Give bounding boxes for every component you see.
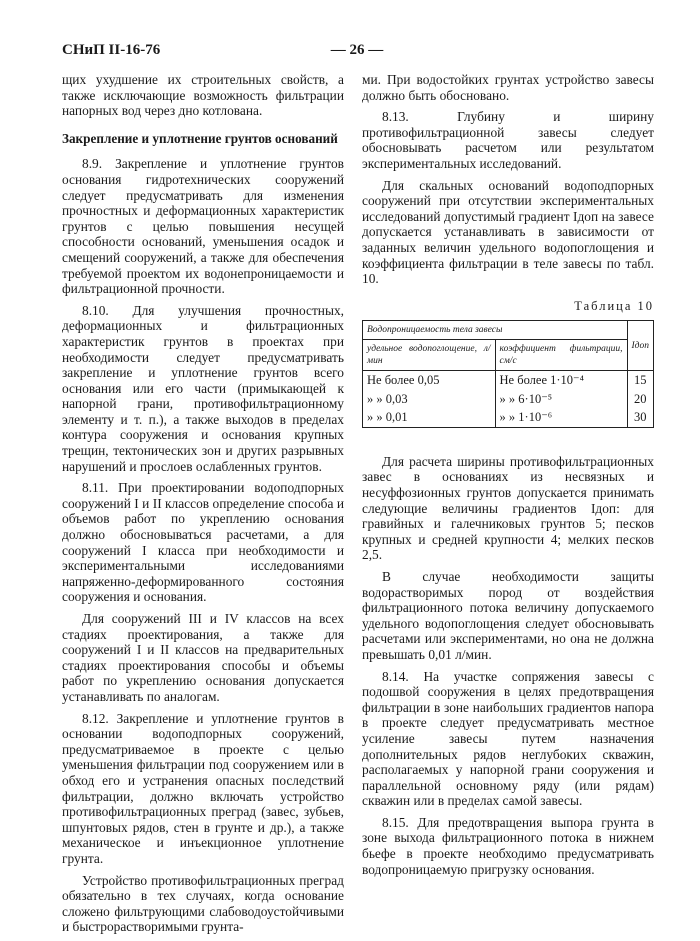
paragraph-rock-foundations: Для скальных оснований водоподпорных сооружений при отсутствии экспериментальных исследований допустимый градиент Iдоп на завесе допускается устанавливать в зависимости от заданных величин удельного водопоглощения и коэффициента фильтрации в теле завесы по табл. 10. — [362, 177, 654, 287]
table-cell-filtration-coefficient: Не более 1·10⁻⁴ — [495, 371, 627, 390]
paragraph-8-10: 8.10. Для улучшения прочностных, деформационных и фильтрационных характеристик грунтов в проектах при необходимости следует предусматривать закрепление и уплотнение грунтов всего основания или его части (примыкающей к напорной грани, противофильтрационному элементу и т. п.), а также выходов в пределах контура сооружения и основания крупных трещин, тектонических зон и других разрывных нарушений и прослоев ослабленных грунтов. — [62, 302, 344, 474]
table-col2-header: коэффициент фильтрации, см/с — [495, 340, 627, 371]
table-col1-header: удельное водопоглощение, л/мин — [363, 340, 496, 371]
table-cell-filtration-coefficient: » » 6·10⁻⁵ — [495, 390, 627, 409]
table-cell-water-absorption: » » 0,01 — [363, 408, 496, 427]
section-heading: Закрепление и уплотнение грунтов оснований — [62, 130, 338, 146]
paragraph-8-11: 8.11. При проектировании водоподпорных сооружений I и II классов определение способа и объемов работ по укреплению основания должно обосновываться расчетами, а для сооружений I класса при необходимости и экспериментальными исследованиями напряженно-деформированного состояния сооружения и основания. — [62, 480, 344, 605]
paragraph-8-12: 8.12. Закрепление и уплотнение грунтов в основании водоподпорных сооружений, предусматриваемое в проекте с целью уменьшения фильтрации под сооружением или в обход его и устранения опасных последствий фильтрации, должно включать устройство противофильтрационных преград (завес, зубьев, шпунтовых рядов, стен в грунте и др.), а также механическое и инъекционное уплотнение грунта. — [62, 710, 344, 866]
table-row — [363, 408, 654, 427]
table-cell-gradient: 20 — [627, 390, 654, 409]
page-header — [62, 42, 652, 62]
paragraph-8-13: 8.13. Глубину и ширину противофильтрационной завесы следует обосновывать расчетом или результатом экспериментальных исследований. — [362, 109, 654, 171]
table-row — [363, 390, 654, 409]
paragraph-soluble-rocks: В случае необходимости защиты водорастворимых пород от воздействия фильтрационного потока величину допускаемого удельного водопоглощения следует обосновывать расчетами или экспериментами, но она не должна превышать 0,01 л/мин. — [362, 568, 654, 662]
right-column — [362, 72, 654, 883]
paragraph-classes-3-4: Для сооружений III и IV классов на всех стадиях проектирования, а также для сооружений I и II классов на предварительных стадиях проектирования способы и объемы работ по укреплению основания допускается устанавливать по аналогам. — [62, 611, 344, 704]
table-cell-filtration-coefficient: » » 1·10⁻⁶ — [495, 408, 627, 427]
paragraph-8-15: 8.15. Для предотвращения выпора грунта в зоне выхода фильтрационного потока в нижнем бьефе в проекте необходимо предусматривать водопроницаемую пригрузку основания. — [362, 814, 654, 877]
table-cell-gradient: 15 — [627, 371, 654, 390]
paragraph-continuation: ми. При водостойких грунтах устройство завесы должно быть обосновано. — [362, 72, 654, 103]
table-cell-gradient: 30 — [627, 408, 654, 427]
table-caption: Таблица 10 — [574, 298, 654, 313]
paragraph-8-9: 8.9. Закрепление и уплотнение грунтов основания гидротехнических сооружений следует предусматривать для изменения прочностных и деформационных характеристик грунтов с целью повышения несущей способности оснований, уменьшения осадок и смещений сооружений, а также для обеспечения требуемой проектом их водонепроницаемости и фильтрационной прочности. — [62, 156, 344, 297]
table-group-header: Водопроницаемость тела завесы — [363, 321, 628, 340]
document-code: СНиП II-16-76 — [62, 42, 161, 58]
table-cell-water-absorption: Не более 0,05 — [363, 371, 496, 390]
page-number: — 26 — — [330, 42, 384, 58]
table-cell-water-absorption: » » 0,03 — [363, 390, 496, 409]
paragraph-curtain-width: Для расчета ширины противофильтрационных завес в основаниях из несвязных и несуффозионных грунтов допускается принимать следующие величины градиентов Iдоп: для гравийных и галечниковых грунтов 5; песков крупных и средней крупности 4; мелких песков 2,5. — [362, 453, 654, 563]
table-col3-header: Iдоп — [627, 321, 654, 371]
paragraph-intro: щих ухудшение их строительных свойств, а также исключающие возможность фильтрации напорных вод через дно котлована. — [62, 72, 344, 119]
table-row — [363, 371, 654, 390]
left-column — [62, 72, 344, 941]
table-10 — [362, 320, 654, 428]
paragraph-8-14: 8.14. На участке сопряжения завесы с подошвой сооружения в целях предотвращения фильтрации в зоне наибольших градиентов напора в проекте следует предусматривать местное усиление завесы путем назначения дополнительных рядов неглубоких скважин, располагаемых у напорной грани сооружения и параллельной основному ряду (или рядам) скважин или в пределах самой завесы. — [362, 668, 654, 809]
paragraph-device: Устройство противофильтрационных преград обязательно в тех случаях, когда основание сложено фильтрующими слабоводоустойчивыми и быстрорастворимыми грунта- — [62, 872, 344, 935]
